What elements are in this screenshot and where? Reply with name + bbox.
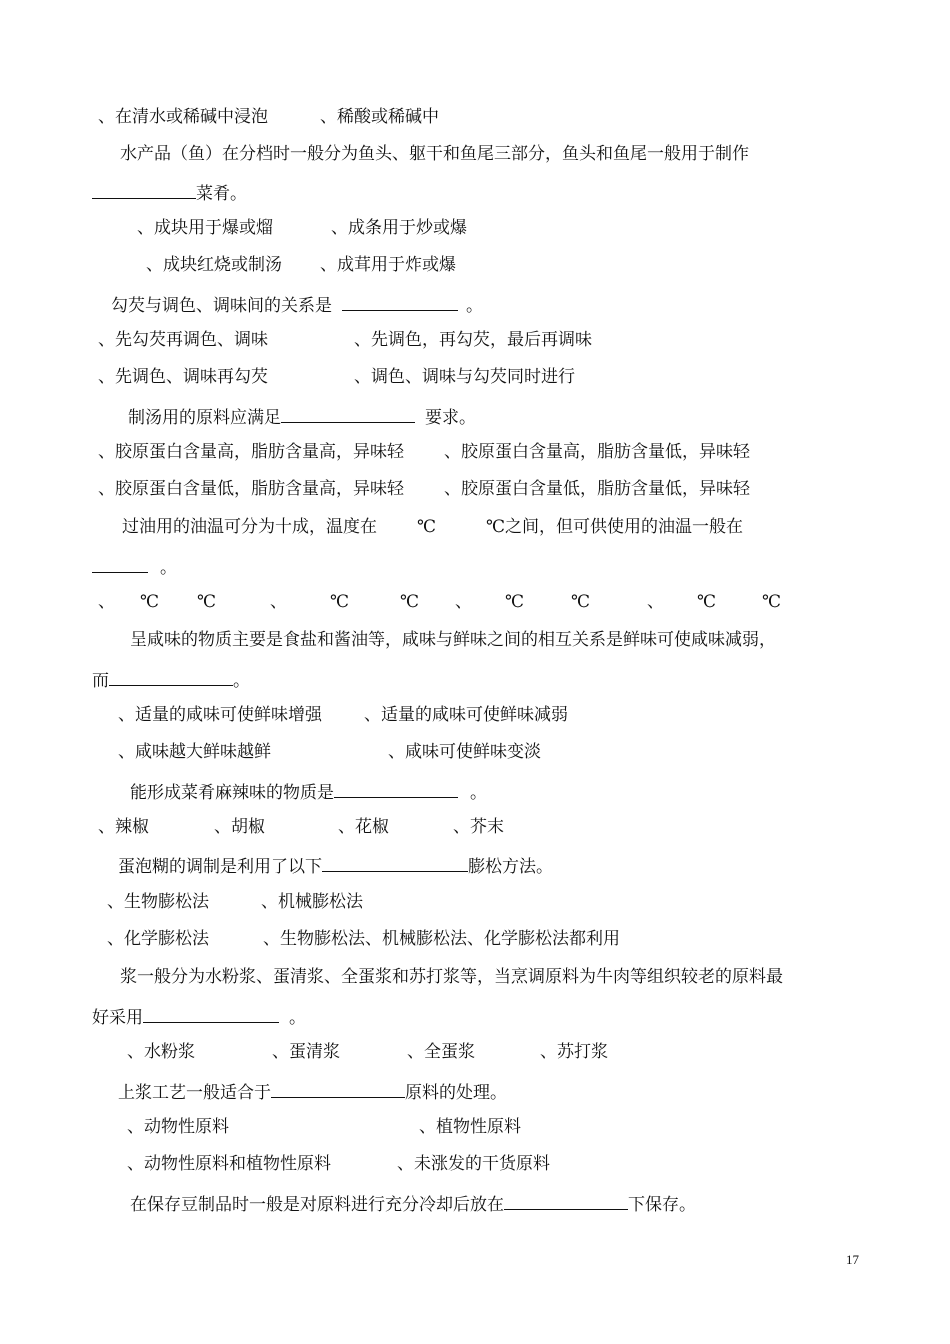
question-text: 能形成菜肴麻辣味的物质是 。 [130,779,487,801]
answer-blank [109,667,233,686]
option-line: 、动物性原料和植物性原料 、未涨发的干货原料 [127,1154,550,1174]
answer-blank [281,404,415,423]
option-line: 、生物膨松法 、机械膨松法 [107,892,363,912]
question-text: 在保存豆制品时一般是对原料进行充分冷却后放在 下保存。 [130,1191,696,1213]
question-text: 呈咸味的物质主要是食盐和酱油等，咸味与鲜味之间的相互关系是鲜味可使咸味减弱， [130,630,776,650]
option-line: 、咸味越大鲜味越鲜 、咸味可使鲜味变淡 [118,742,541,762]
answer-blank [334,779,458,798]
question-text-cont: 好采用 。 [92,1004,306,1026]
answer-blank [92,554,148,573]
question-text: 浆一般分为水粉浆、蛋清浆、全蛋浆和苏打浆等，当烹调原料为牛肉等组织较老的原料最 [120,967,783,987]
answer-blank [322,853,468,872]
option-c: 、在清水或稀碱中浸泡 [98,107,268,127]
question-text-cont: 而 。 [92,667,250,689]
answer-blank [504,1191,628,1210]
option-line: 、适量的咸味可使鲜味增强 、适量的咸味可使鲜味减弱 [118,705,568,725]
option-line [98,106,439,128]
question-text: 勾芡与调色、调味间的关系是 。 [111,292,483,314]
option-line: 、化学膨松法 、生物膨松法、机械膨松法、化学膨松法都利用 [107,929,620,949]
option-d: 、稀酸或稀碱中 [320,107,439,127]
option-line: 、成块红烧或制汤 、成茸用于炸或爆 [146,255,456,275]
question-text: 过油用的油温可分为十成，温度在 ℃ ℃之间，但可供使用的油温一般在 [122,517,744,537]
document-page: 、在清水或稀碱中浸泡 、稀酸或稀碱中 水产品（鱼）在分档时一般分为鱼头、躯干和鱼尾三部分，鱼头和鱼尾一般用于制作 菜肴。 、成块用于爆或熘 、成条用于炒或爆 、成块红烧或制汤 、成茸用于炸或爆 勾芡与调色、调味间的关系是 。 、先勾芡再调色、调味 、先调色，再勾芡，最后再调味 、先调色、调味再勾芡 、调色、调味与勾芡同时进行 制汤用的原料应满足 要求。 、胶原蛋白含量高，脂肪含量高，异味轻 、胶原蛋白含量高，脂肪含量低，异味轻 、胶原蛋白含量低，脂肪含量高，异味轻 、胶原蛋白含量低，脂肪含量低，异味轻 过油用的油温可分为十成，温度在 ℃ ℃之间，但可供使用的油温一般在 。 、 ℃ ℃ 、 ℃ ℃ 、 ℃ ℃ 、 ℃ ℃ 呈咸味的物质主要是食盐和酱油等，咸味与鲜味之间的相互关系是鲜味可使咸味减弱， 而 。 、适量的咸味可使鲜味增强 、适量的咸味可使鲜味减弱 、咸味越大鲜味越鲜 、咸味可使鲜味变淡 能形成菜肴麻辣味的物质是 。 、辣椒 、胡椒 、花椒 、芥末 蛋泡糊的调制是利用了以下 膨松方法。 、生物膨松法 、机械膨松法 、化学膨松法 、生物膨松法、机械膨松法、化学膨松法都利用 浆一般分为水粉浆、蛋清浆、全蛋浆和苏打浆等，当烹调原料为牛肉等组织较老的原料最 好采用 。 、水粉浆 、蛋清浆 、全蛋浆 、苏打浆 上浆工艺一般适合于 原料的处理。 、动物性原料 、植物性原料 、动物性原料和植物性原料 、未涨发的干货原料 在保存豆制品时一般是对原料进行充分冷却后放在 下保存。 17 [92,107,859,1267]
answer-blank [271,1079,405,1098]
question-text-cont: 菜肴。 [92,180,247,202]
question-text: 蛋泡糊的调制是利用了以下 膨松方法。 [118,853,553,875]
answer-blank [92,180,196,199]
question-text: 水产品（鱼）在分档时一般分为鱼头、躯干和鱼尾三部分，鱼头和鱼尾一般用于制作 [120,144,749,164]
option-line: 、动物性原料 、植物性原料 [127,1117,521,1137]
answer-blank [342,292,458,311]
option-line: 、先调色、调味再勾芡 、调色、调味与勾芡同时进行 [98,367,575,387]
option-line: 、胶原蛋白含量低，脂肪含量高，异味轻 、胶原蛋白含量低，脂肪含量低，异味轻 [98,479,750,499]
question-text: 制汤用的原料应满足 要求。 [128,404,476,426]
question-text-cont: 。 [92,554,177,576]
page-number: 17 [846,1252,859,1267]
question-text: 上浆工艺一般适合于 原料的处理。 [118,1079,507,1101]
option-line: 、先勾芡再调色、调味 、先调色，再勾芡，最后再调味 [98,330,592,350]
option-line: 、成块用于爆或熘 、成条用于炒或爆 [137,218,467,238]
option-line: 、胶原蛋白含量高，脂肪含量高，异味轻 、胶原蛋白含量高，脂肪含量低，异味轻 [98,442,750,462]
answer-blank [143,1004,279,1023]
